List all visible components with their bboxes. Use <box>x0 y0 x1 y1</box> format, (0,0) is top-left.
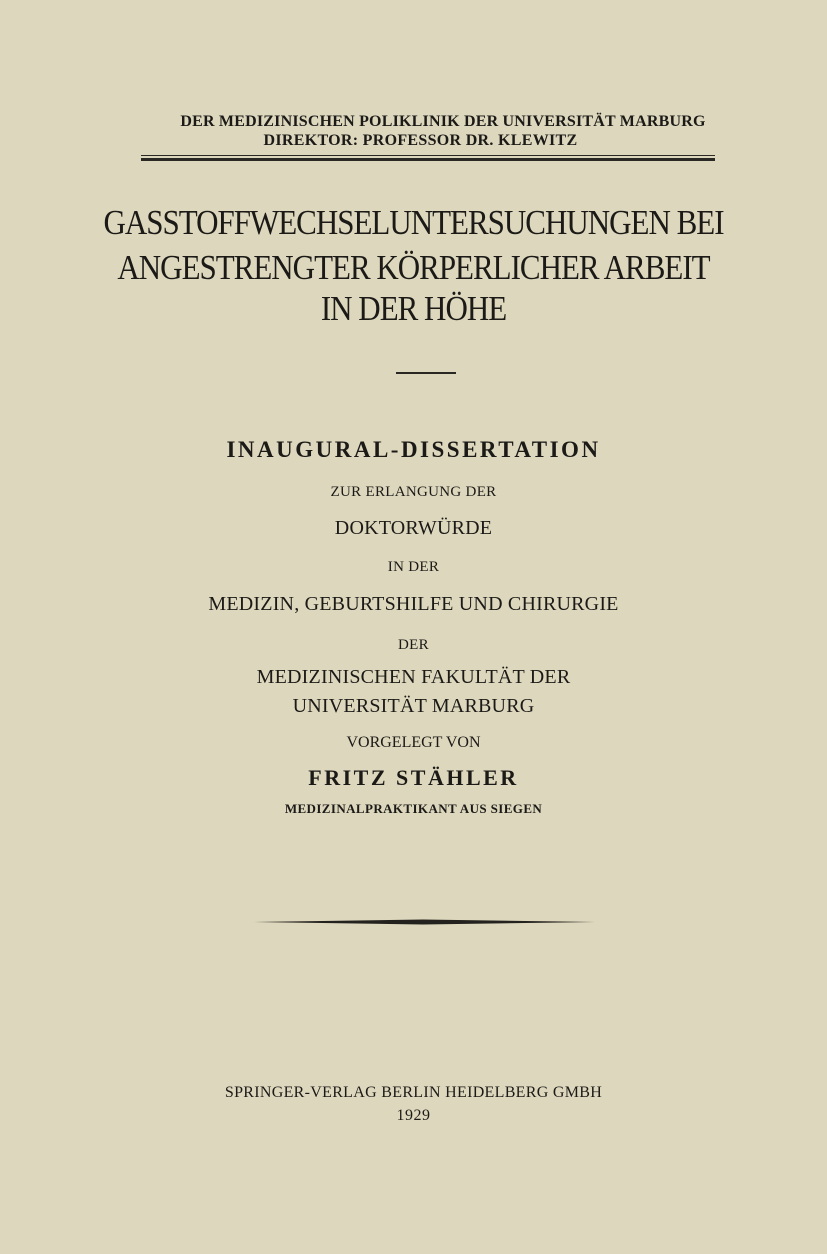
title-line-2: ANGESTRENGTER KÖRPERLICHER ARBEIT <box>117 247 710 287</box>
title-separator <box>396 372 456 374</box>
director-line: DIREKTOR: PROFESSOR DR. KLEWITZ <box>263 132 578 149</box>
thick-rule-line <box>141 158 715 161</box>
publication-year: 1929 <box>396 1107 431 1124</box>
university-name: UNIVERSITÄT MARBURG <box>292 695 535 717</box>
title-line-3: IN DER HÖHE <box>320 288 507 328</box>
title-line-1: GASSTOFFWECHSELUNTERSUCHUNGEN BEI <box>103 202 724 242</box>
dissertation-heading: INAUGURAL-DISSERTATION <box>226 437 601 462</box>
degree-purpose-line: ZUR ERLANGUNG DER <box>330 484 497 500</box>
thin-rule-line <box>141 155 715 156</box>
faculty-name: MEDIZINISCHEN FAKULTÄT DER <box>256 666 571 688</box>
faculty-intro: DER <box>398 637 429 653</box>
publisher-name: SPRINGER-VERLAG BERLIN HEIDELBERG GMBH <box>224 1084 603 1101</box>
degree-title: DOKTORWÜRDE <box>334 517 493 539</box>
submitted-by-line: VORGELEGT VON <box>346 734 481 751</box>
degree-field-intro: IN DER <box>387 559 440 575</box>
header-double-rule <box>141 155 715 162</box>
degree-fields: MEDIZIN, GEBURTSHILFE UND CHIRURGIE <box>208 593 619 615</box>
author-description: MEDIZINALPRAKTIKANT AUS SIEGEN <box>284 801 543 816</box>
author-name: FRITZ STÄHLER <box>308 765 519 790</box>
clinic-header: DER MEDIZINISCHEN POLIKLINIK DER UNIVERSITÄT MARBURG <box>180 113 706 130</box>
ornamental-rule-graphic <box>251 919 595 925</box>
ornamental-rule <box>251 919 595 925</box>
